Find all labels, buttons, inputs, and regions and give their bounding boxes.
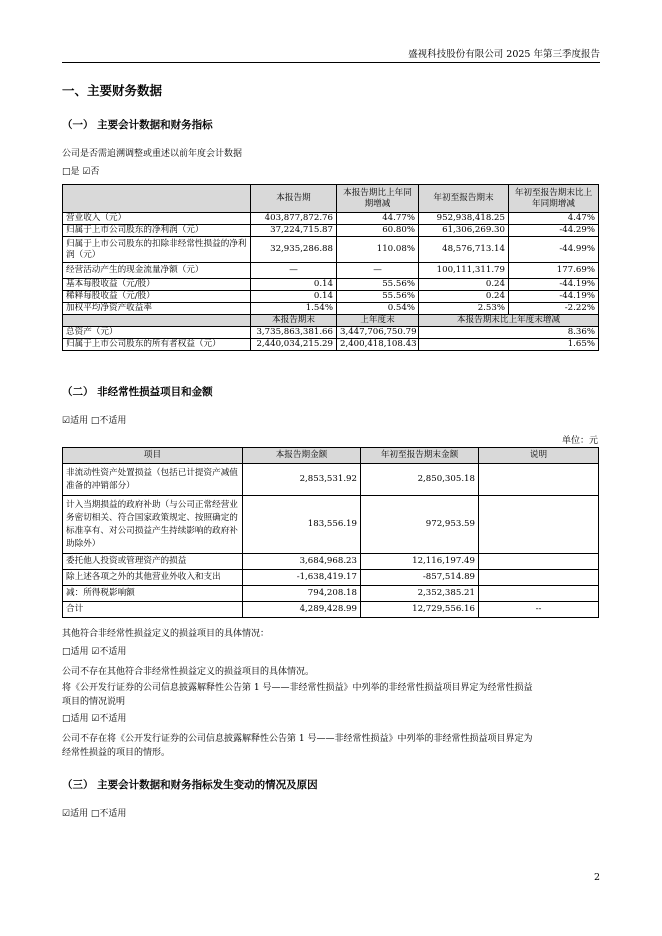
table-cell: 55.56% xyxy=(337,279,419,291)
table-header: 说明 xyxy=(479,448,599,464)
table-cell: 952,938,418.25 xyxy=(419,213,509,225)
table-row xyxy=(63,225,599,237)
table-row xyxy=(63,570,599,586)
table-cell: 8.36% xyxy=(419,327,599,339)
table-header: 本报告期比上年同期增减 xyxy=(337,185,419,213)
table-cell: 总资产（元） xyxy=(63,327,251,339)
table-cell: 4.47% xyxy=(509,213,599,225)
table-row xyxy=(63,464,599,496)
table-cell: 加权平均净资产收益率 xyxy=(63,303,251,315)
table-cell: -44.99% xyxy=(509,237,599,263)
table-header: 年初至报告期末比上年同期增减 xyxy=(509,185,599,213)
section-title: 一、主要财务数据 xyxy=(62,83,163,98)
table-header: 本报告期末比上年度末增减 xyxy=(419,315,599,327)
restatement-checkbox: □是 ☑否 xyxy=(62,167,100,177)
table-row xyxy=(63,339,599,351)
table-cell: 794,208.18 xyxy=(243,586,361,602)
table-cell: 2.53% xyxy=(419,303,509,315)
table-row xyxy=(63,303,599,315)
table-cell: 基本每股收益（元/股） xyxy=(63,279,251,291)
subsection-title-2: （二） 非经常性损益项目和金额 xyxy=(62,386,213,398)
table-cell: -44.29% xyxy=(509,225,599,237)
table-cell: 110.08% xyxy=(337,237,419,263)
table-cell: 合计 xyxy=(63,602,243,618)
table-cell xyxy=(479,586,599,602)
table-cell: 稀释每股收益（元/股） xyxy=(63,291,251,303)
table-header: 本报告期末 xyxy=(251,315,337,327)
page-number: 2 xyxy=(593,872,600,883)
table-cell: 3,684,968.23 xyxy=(243,554,361,570)
table-cell: 减：所得税影响额 xyxy=(63,586,243,602)
note-line: 公司不存在将《公开发行证券的公司信息披露解释性公告第 1 号——非经常性损益》中列举的非经常性损益项目界定为 xyxy=(62,734,533,744)
table-row xyxy=(63,602,599,618)
table-cell: -44.19% xyxy=(509,279,599,291)
applicable-checkbox: ☑适用 □不适用 xyxy=(62,809,127,819)
table-row xyxy=(63,327,599,339)
nonrecurring-items-table xyxy=(62,447,599,618)
note-line: 将《公开发行证券的公司信息披露解释性公告第 1 号——非经常性损益》中列举的非经常性损益项目界定为经常性损益 xyxy=(62,683,533,693)
table-cell: 37,224,715.87 xyxy=(251,225,337,237)
table-cell: 营业收入（元） xyxy=(63,213,251,225)
applicable-checkbox: ☑适用 □不适用 xyxy=(62,416,127,426)
table-cell: 44.77% xyxy=(337,213,419,225)
table-header xyxy=(63,185,251,213)
table-cell: 3,447,706,750.79 xyxy=(337,327,419,339)
table-cell: 归属于上市公司股东的净利润（元） xyxy=(63,225,251,237)
table-cell xyxy=(479,496,599,554)
table-row xyxy=(63,263,599,279)
table-cell: 0.14 xyxy=(251,279,337,291)
table-cell: -44.19% xyxy=(509,291,599,303)
table-cell: 48,576,713.14 xyxy=(419,237,509,263)
table-header: 本报告期 xyxy=(251,185,337,213)
table-header: 本报告期金额 xyxy=(243,448,361,464)
table-cell: 经营活动产生的现金流量净额（元） xyxy=(63,263,251,279)
table-cell: 3,735,863,381.66 xyxy=(251,327,337,339)
financial-data-table xyxy=(62,184,599,351)
table-cell: 2,853,531.92 xyxy=(243,464,361,496)
other-items-detail: 其他符合非经常性损益定义的损益项目的具体情况： xyxy=(62,629,270,639)
table-cell: 4,289,428.99 xyxy=(243,602,361,618)
applicable-checkbox: □适用 ☑不适用 xyxy=(62,647,127,657)
table-cell: -2.22% xyxy=(509,303,599,315)
table-cell: — xyxy=(251,263,337,279)
subsection-title-1: （一） 主要会计数据和财务指标 xyxy=(62,119,213,131)
restatement-question: 公司是否需追溯调整或重述以前年度会计数据 xyxy=(62,149,243,159)
table-cell: 60.80% xyxy=(337,225,419,237)
header-divider xyxy=(62,62,600,63)
table-header: 年初至报告期末 xyxy=(419,185,509,213)
table-cell: 除上述各项之外的其他营业外收入和支出 xyxy=(63,570,243,586)
table-cell: 0.54% xyxy=(337,303,419,315)
table-cell: 0.24 xyxy=(419,279,509,291)
note-line: 经常性损益的项目的情形。 xyxy=(62,748,171,758)
table-cell: 1.65% xyxy=(419,339,599,351)
table-cell: 12,729,556.16 xyxy=(361,602,479,618)
note-line: 公司不存在其他符合非经常性损益定义的损益项目的具体情况。 xyxy=(62,667,315,677)
table-cell xyxy=(479,464,599,496)
table-cell: 委托他人投资或管理资产的损益 xyxy=(63,554,243,570)
table-cell: 32,935,286.88 xyxy=(251,237,337,263)
table-cell: 403,877,872.76 xyxy=(251,213,337,225)
table-cell: 非流动性资产处置损益（包括已计提资产减值准备的冲销部分） xyxy=(63,464,243,496)
table-cell: 2,352,385.21 xyxy=(361,586,479,602)
note-line: 项目的情况说明 xyxy=(62,697,126,707)
table-cell: 0.14 xyxy=(251,291,337,303)
table-header: 年初至报告期末金额 xyxy=(361,448,479,464)
table-cell: 2,440,034,215.29 xyxy=(251,339,337,351)
table-cell: 0.24 xyxy=(419,291,509,303)
table-cell: 61,306,269.30 xyxy=(419,225,509,237)
table-cell: 972,953.59 xyxy=(361,496,479,554)
table-cell: -857,514.89 xyxy=(361,570,479,586)
table-row xyxy=(63,496,599,554)
table-cell xyxy=(479,570,599,586)
table-header: 上年度末 xyxy=(337,315,419,327)
subsection-title-3: （三） 主要会计数据和财务指标发生变动的情况及原因 xyxy=(62,779,318,791)
table-cell: 计入当期损益的政府补助（与公司正常经营业务密切相关、符合国家政策规定、按照确定的标准享有、对公司损益产生持续影响的政府补助除外） xyxy=(63,496,243,554)
table-row xyxy=(63,237,599,263)
table-row xyxy=(63,291,599,303)
table-cell: -- xyxy=(479,602,599,618)
table-header: 项目 xyxy=(63,448,243,464)
table-row xyxy=(63,213,599,225)
table-cell: 12,116,197.49 xyxy=(361,554,479,570)
table-cell: 55.56% xyxy=(337,291,419,303)
page-header: 盛视科技股份有限公司 2025 年第三季度报告 xyxy=(408,49,600,60)
table-cell: 183,556.19 xyxy=(243,496,361,554)
table-cell: 100,111,311.79 xyxy=(419,263,509,279)
unit-label: 单位：元 xyxy=(561,436,598,446)
table-cell: 2,850,305.18 xyxy=(361,464,479,496)
table-row xyxy=(63,279,599,291)
table-cell: -1,638,419.17 xyxy=(243,570,361,586)
applicable-checkbox: □适用 ☑不适用 xyxy=(62,714,127,724)
table-cell: 177.69% xyxy=(509,263,599,279)
table-cell: 1.54% xyxy=(251,303,337,315)
table-cell: 归属于上市公司股东的扣除非经常性损益的净利润（元） xyxy=(63,237,251,263)
table-row xyxy=(63,554,599,570)
table-cell xyxy=(479,554,599,570)
table-cell: 2,400,418,108.43 xyxy=(337,339,419,351)
table-cell: — xyxy=(337,263,419,279)
table-cell: 归属于上市公司股东的所有者权益（元） xyxy=(63,339,251,351)
table-row xyxy=(63,586,599,602)
table-header xyxy=(63,315,251,327)
